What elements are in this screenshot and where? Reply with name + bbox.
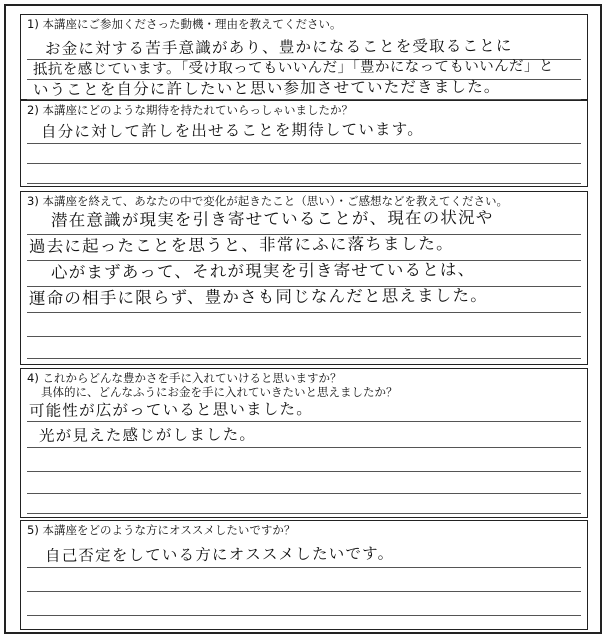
- answer-line: [27, 336, 581, 337]
- answer-line: [27, 183, 581, 184]
- answer-line: [27, 312, 581, 313]
- question-5: 5) 本講座をどのような方にオススメしたいですか？: [27, 523, 296, 537]
- answer-text: 自己否定をしている方にオススメしたいです。: [44, 544, 395, 565]
- answer-text: 潜在意識が現実を引き寄せていることが、現在の状況や: [50, 207, 494, 230]
- answer-line: [27, 143, 581, 144]
- section-motivation: [20, 14, 588, 100]
- answer-line: [27, 358, 581, 359]
- answer-line: [27, 471, 581, 472]
- answer-line: [27, 493, 581, 494]
- section-recommendation: [20, 520, 588, 630]
- answer-text: いうことを自分に許したいと思い参加させていただきました。: [32, 77, 501, 99]
- answer-text: 抵抗を感じています。「受け取ってもいいんだ」「豊かになってもいいんだ」と: [32, 58, 554, 78]
- answer-text: 過去に起ったことを思うと、非常にふに落ちました。: [28, 234, 454, 256]
- question-4-sub: 具体的に、どんなふうにお金を手に入れていきたいと思えましたか？: [41, 385, 398, 399]
- answer-line: [27, 591, 581, 592]
- answer-line: [27, 163, 581, 164]
- section-expectation: [20, 100, 588, 187]
- answer-line: [27, 567, 581, 568]
- answer-text: 可能性が広がっていると思いました。: [28, 400, 313, 420]
- answer-line: [27, 447, 581, 448]
- questionnaire-sheet: [4, 4, 602, 634]
- question-1: 1) 本講座にご参加くださった動機・理由を教えてください。: [27, 17, 342, 31]
- question-2: 2) 本講座にどのような期待を持たれていらっしゃいましたか？: [27, 103, 353, 117]
- answer-line: [27, 421, 581, 422]
- answer-text: 光が見えた感じがしました。: [38, 425, 257, 445]
- question-3: 3) 本講座を終えて、あなたの中で変化が起きたこと（思い）・ご感想などを教えてください。: [27, 194, 508, 208]
- answer-line: [27, 615, 581, 616]
- section-future-abundance: [20, 368, 588, 518]
- section-impressions: [20, 191, 588, 365]
- answer-text: 心がまずあって、それが現実を引き寄せているとは、: [50, 260, 476, 282]
- answer-text: 自分に対して許しを出せることを期待しています。: [40, 120, 424, 141]
- answer-line: [27, 513, 581, 514]
- answer-text: お金に対する苦手意識があり、豊かになることを受取ることに: [44, 36, 513, 58]
- answer-text: 運命の相手に限らず、豊かさも同じなんだと思えました。: [28, 285, 488, 308]
- question-4: 4) これからどんな豊かさを手に入れていけると思いますか？: [27, 371, 342, 385]
